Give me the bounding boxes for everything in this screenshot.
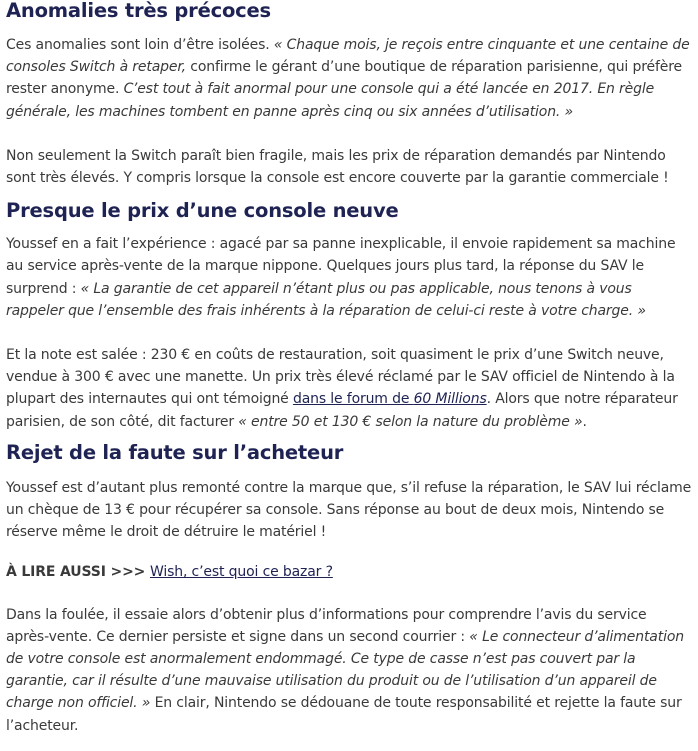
text: confirme le gérant d’une boutique de réparation parisienne, qui préfère rester anonyme.	[6, 59, 682, 98]
text: . Alors que notre réparateur parisien, de son côté, dit facturer	[6, 391, 678, 430]
paragraph	[6, 344, 692, 433]
quote: C’est tout à fait anormal pour une console qui a été lancée en 2017. En règle générale, les machines tombent en panne après cinq ou six années d’utilisation. »	[6, 81, 655, 120]
read-also-label: À LIRE AUSSI >>>	[6, 564, 150, 581]
paragraph	[6, 604, 692, 737]
paragraph: Non seulement la Switch paraît bien fragile, mais les prix de réparation demandés par Nintendo sont très élevés. Y compris lorsque la console est encore couverte par la garantie commerciale !	[6, 147, 669, 187]
link-text-italic: 60 Millions	[413, 391, 487, 408]
forum-link[interactable]	[293, 391, 487, 407]
read-also	[6, 561, 692, 583]
paragraph	[6, 233, 692, 322]
section-heading-rejet: Rejet de la faute sur l’acheteur	[6, 440, 344, 464]
section-heading-prix: Presque le prix d’une console neuve	[6, 199, 399, 223]
text: Ces anomalies sont loin d’être isolées.	[6, 37, 274, 53]
link-text: dans le forum de	[292, 391, 414, 408]
text: Dans la foulée, il essaie alors d’obtenir plus d’informations pour comprendre l’avis du service après-vente. Ce dernier persiste et signe dans un second courrier :	[6, 606, 647, 645]
paragraph: Youssef est d’autant plus remonté contre la marque que, s’il refuse la réparation, le SAV lui réclame un chèque de 13 € pour récupérer sa console. Sans réponse au bout de deux mois, Nintendo se réserve même le droit de détruire le matériel !	[6, 479, 692, 541]
section-heading-anomalies: Anomalies très précoces	[6, 0, 271, 22]
quote: « entre 50 et 130 € selon la nature du problème »	[238, 413, 583, 430]
text: .	[582, 413, 587, 430]
quote: « La garantie de cet appareil n’étant plus ou pas applicable, nous tenons à vous rappeler que l’ensemble des frais inhérents à la réparation de celui-ci reste à votre charge. »	[6, 280, 646, 319]
paragraph	[6, 34, 692, 123]
text: Et la note est salée : 230 € en coûts de restauration, soit quasiment le prix d’une Switch neuve, vendue à 300 € avec une manette. Un prix très élevé réclamé par le SAV officiel de Nintendo à la plupart des internautes qui ont témoigné	[6, 347, 675, 408]
text: En clair, Nintendo se dédouane de toute responsabilité et rejette la faute sur l’acheteur.	[6, 695, 682, 734]
quote: « Le connecteur d’alimentation de votre console est anormalement endommagé. Ce type de casse n’est pas couvert par la garantie, car il résulte d’une mauvaise utilisation du produit ou de l’utilisation d’un appareil de charge non officiel. »	[6, 628, 684, 712]
text: Youssef en a fait l’expérience : agacé par sa panne inexplicable, il envoie rapidement sa machine au service après-vente de la marque nippone. Quelques jours plus tard, la réponse du SAV le surprend :	[6, 236, 676, 297]
quote: « Chaque mois, je reçois entre cinquante et une centaine de consoles Switch à retaper,	[6, 37, 690, 76]
read-also-link[interactable]: Wish, c’est quoi ce bazar ?	[149, 564, 333, 581]
